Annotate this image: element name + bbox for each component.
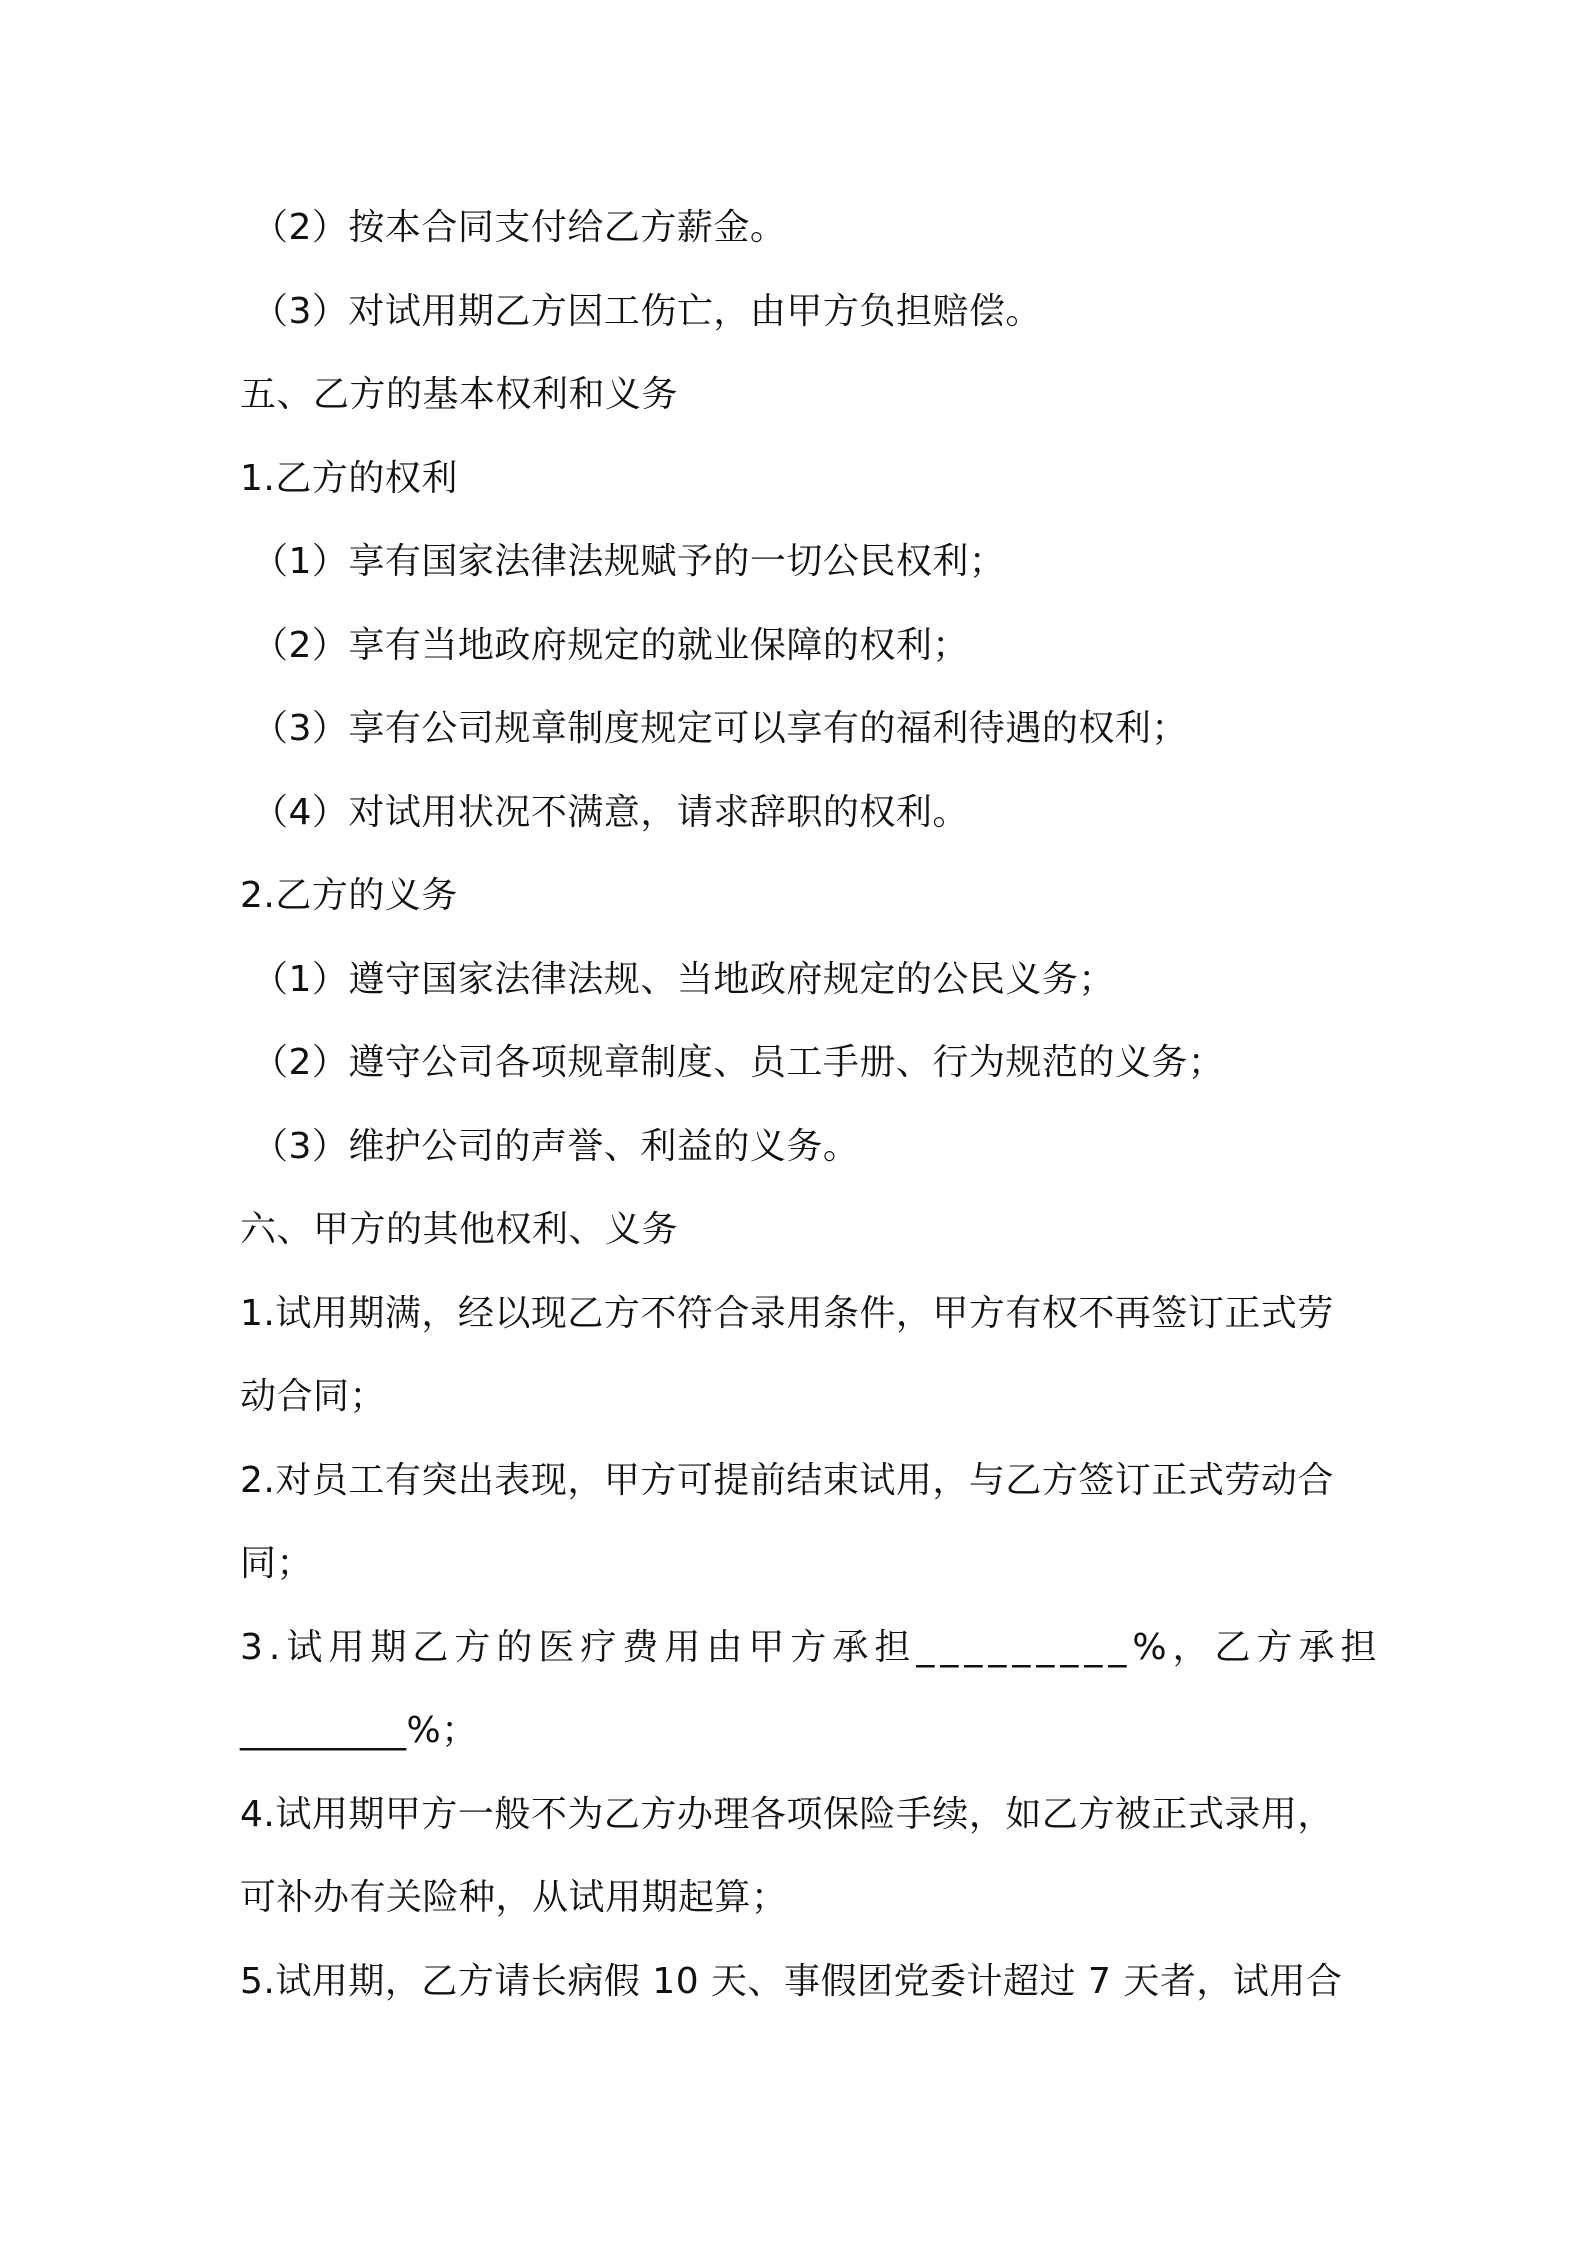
- clause-line: （2）按本合同支付给乙方薪金。: [252, 207, 787, 248]
- clause-line: （4）对试用状况不满意，请求辞职的权利。: [252, 792, 969, 833]
- clause-line: （3）对试用期乙方因工伤亡，由甲方负担赔偿。: [252, 291, 1042, 332]
- section-heading: 六、甲方的其他权利、义务: [240, 1209, 679, 1250]
- paragraph-line: 2.对员工有突出表现，甲方可提前结束试用，与乙方签订正式劳动合: [240, 1460, 1334, 1501]
- paragraph-line: 同；: [240, 1543, 314, 1584]
- paragraph-line: 5.试用期，乙方请长病假 10 天、事假团党委计超过 7 天者，试用合: [240, 1961, 1343, 2002]
- subsection-heading: 2.乙方的义务: [240, 875, 458, 916]
- clause-line: （3）维护公司的声誉、利益的义务。: [252, 1126, 860, 1167]
- clause-line: （2）遵守公司各项规章制度、员工手册、行为规范的义务；: [252, 1042, 1225, 1083]
- subsection-heading: 1.乙方的权利: [240, 458, 458, 499]
- clause-line: （1）遵守国家法律法规、当地政府规定的公民义务；: [252, 959, 1115, 1000]
- paragraph-line: 3.试用期乙方的医疗费用由甲方承担_________%，乙方承担: [240, 1627, 1383, 1668]
- paragraph-line: 可补办有关险种，从试用期起算；: [240, 1877, 788, 1918]
- paragraph-line: 动合同；: [240, 1376, 387, 1417]
- paragraph-line: 1.试用期满，经以现乙方不符合录用条件，甲方有权不再签订正式劳: [240, 1293, 1334, 1334]
- clause-line: （3）享有公司规章制度规定可以享有的福利待遇的权利；: [252, 708, 1188, 749]
- clause-line: （2）享有当地政府规定的就业保障的权利；: [252, 625, 969, 666]
- paragraph-line: _________%；: [240, 1710, 478, 1751]
- paragraph-line: 4.试用期甲方一般不为乙方办理各项保险手续，如乙方被正式录用，: [240, 1794, 1334, 1835]
- section-heading: 五、乙方的基本权利和义务: [240, 374, 679, 415]
- clause-line: （1）享有国家法律法规赋予的一切公民权利；: [252, 541, 1006, 582]
